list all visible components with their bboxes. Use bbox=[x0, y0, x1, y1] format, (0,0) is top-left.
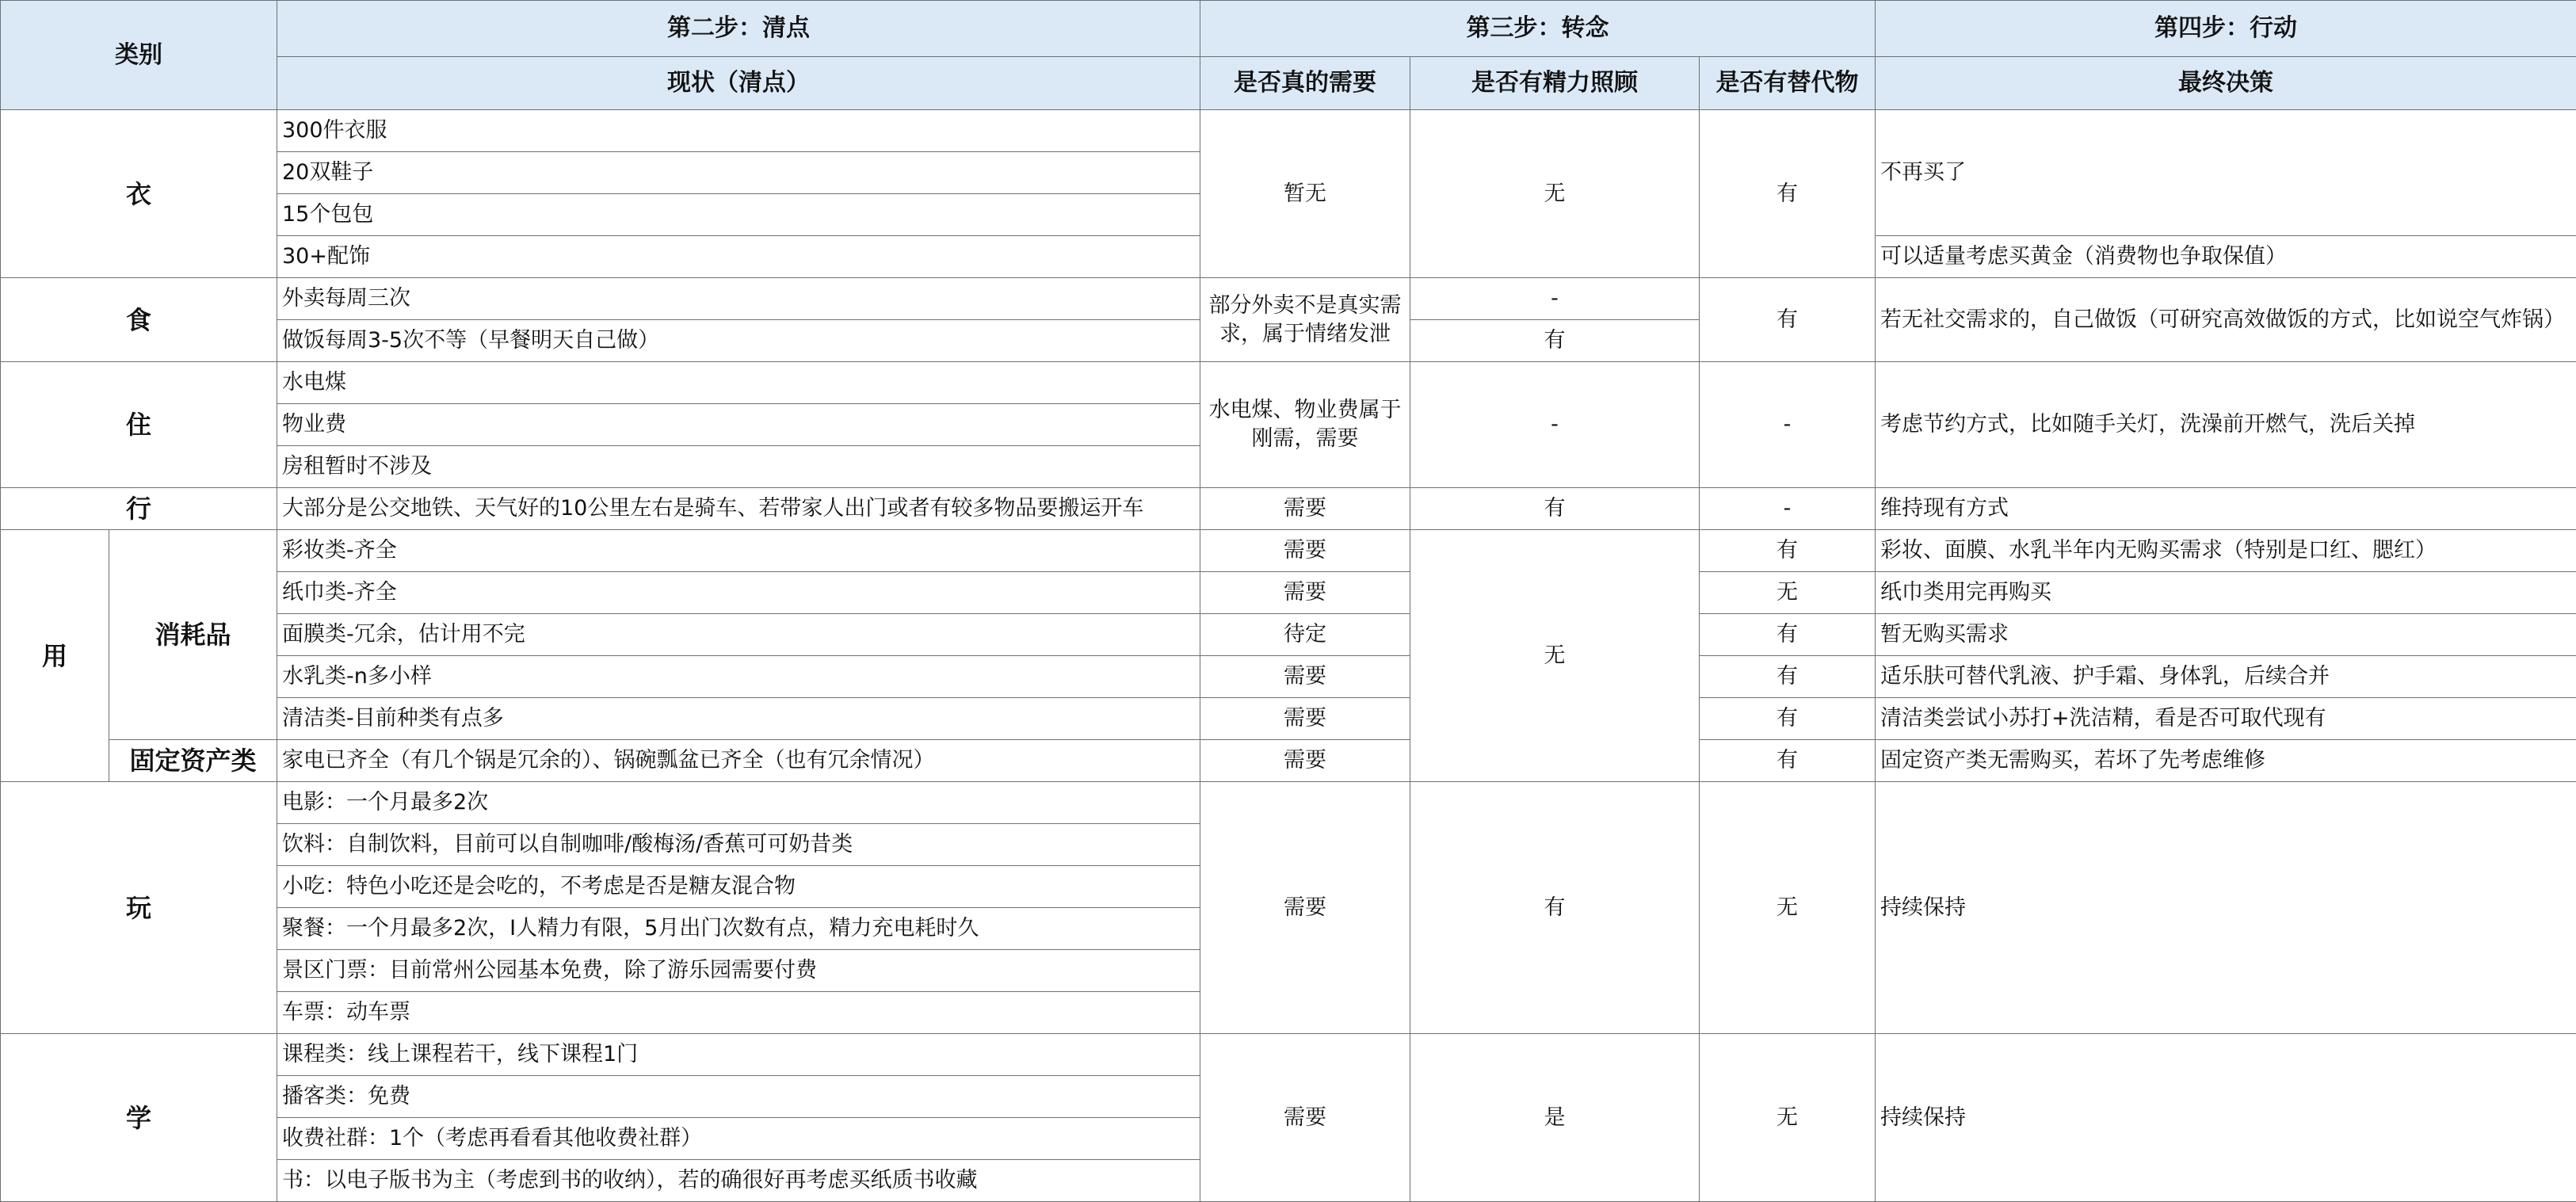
header-row-columns bbox=[1, 57, 2576, 110]
header-step2: 第二步：清点 bbox=[277, 1, 1200, 57]
status-cell: 书：以电子版书为主（考虑到书的收纳），若的确很好再考虑买纸质书收藏 bbox=[277, 1160, 1200, 1202]
table-row bbox=[1, 656, 2576, 698]
status-cell: 外卖每周三次 bbox=[277, 278, 1200, 320]
category-cell: 住 bbox=[1, 362, 277, 488]
decision-cell: 不再买了 bbox=[1876, 110, 2576, 236]
substitute-cell: 有 bbox=[1700, 530, 1876, 572]
status-cell: 彩妆类-齐全 bbox=[277, 530, 1200, 572]
substitute-cell: 有 bbox=[1700, 740, 1876, 782]
category-cell: 衣 bbox=[1, 110, 277, 278]
header-status: 现状（清点） bbox=[277, 57, 1200, 110]
header-step4: 第四步：行动 bbox=[1876, 1, 2576, 57]
header-substitute: 是否有替代物 bbox=[1700, 57, 1876, 110]
energy-cell: 是 bbox=[1410, 1034, 1700, 1202]
decision-cell: 彩妆、面膜、水乳半年内无购买需求（特别是口红、腮红） bbox=[1876, 530, 2576, 572]
status-cell: 电影：一个月最多2次 bbox=[277, 782, 1200, 824]
decision-cell: 清洁类尝试小苏打+洗洁精，看是否可取代现有 bbox=[1876, 698, 2576, 740]
header-real-need: 是否真的需要 bbox=[1200, 57, 1410, 110]
status-cell: 家电已齐全（有几个锅是冗余的）、锅碗瓢盆已齐全（也有冗余情况） bbox=[277, 740, 1200, 782]
header-category: 类别 bbox=[1, 1, 277, 110]
status-cell: 20双鞋子 bbox=[277, 152, 1200, 194]
table-row bbox=[1, 740, 2576, 782]
energy-cell: - bbox=[1410, 362, 1700, 488]
status-cell: 水电煤 bbox=[277, 362, 1200, 404]
table-row bbox=[1, 614, 2576, 656]
status-cell: 15个包包 bbox=[277, 194, 1200, 236]
status-cell: 水乳类-n多小样 bbox=[277, 656, 1200, 698]
substitute-cell: 有 bbox=[1700, 110, 1876, 278]
table-row bbox=[1, 572, 2576, 614]
status-cell: 房租暂时不涉及 bbox=[277, 446, 1200, 488]
decision-cell: 暂无购买需求 bbox=[1876, 614, 2576, 656]
substitute-cell: 有 bbox=[1700, 614, 1876, 656]
category-cell: 学 bbox=[1, 1034, 277, 1202]
decision-cell: 可以适量考虑买黄金（消费物也争取保值） bbox=[1876, 236, 2576, 278]
substitute-cell: 无 bbox=[1700, 572, 1876, 614]
decision-cell: 维持现有方式 bbox=[1876, 488, 2576, 530]
decision-cell: 纸巾类用完再购买 bbox=[1876, 572, 2576, 614]
energy-cell: 无 bbox=[1410, 530, 1700, 782]
real-need-cell: 需要 bbox=[1200, 488, 1410, 530]
subcategory-cell: 消耗品 bbox=[109, 530, 277, 740]
energy-cell: - bbox=[1410, 278, 1700, 320]
status-cell: 聚餐：一个月最多2次，I人精力有限，5月出门次数有点，精力充电耗时久 bbox=[277, 908, 1200, 950]
header-energy: 是否有精力照顾 bbox=[1410, 57, 1700, 110]
status-cell: 物业费 bbox=[277, 404, 1200, 446]
real-need-cell: 需要 bbox=[1200, 530, 1410, 572]
category-cell: 用 bbox=[1, 530, 109, 782]
energy-cell: 有 bbox=[1410, 320, 1700, 362]
header-decision: 最终决策 bbox=[1876, 57, 2576, 110]
status-cell: 做饭每周3-5次不等（早餐明天自己做） bbox=[277, 320, 1200, 362]
real-need-cell: 部分外卖不是真实需求，属于情绪发泄 bbox=[1200, 278, 1410, 362]
category-cell: 玩 bbox=[1, 782, 277, 1034]
substitute-cell: 有 bbox=[1700, 698, 1876, 740]
table-row bbox=[1, 110, 2576, 152]
real-need-cell: 待定 bbox=[1200, 614, 1410, 656]
table-row bbox=[1, 698, 2576, 740]
category-cell: 行 bbox=[1, 488, 277, 530]
substitute-cell: - bbox=[1700, 488, 1876, 530]
status-cell: 播客类：免费 bbox=[277, 1076, 1200, 1118]
substitute-cell: 有 bbox=[1700, 656, 1876, 698]
header-row-steps bbox=[1, 1, 2576, 57]
status-cell: 课程类：线上课程若干，线下课程1门 bbox=[277, 1034, 1200, 1076]
substitute-cell: 无 bbox=[1700, 1034, 1876, 1202]
decision-cell: 固定资产类无需购买，若坏了先考虑维修 bbox=[1876, 740, 2576, 782]
real-need-cell: 水电煤、物业费属于刚需，需要 bbox=[1200, 362, 1410, 488]
decision-cell: 适乐肤可替代乳液、护手霜、身体乳，后续合并 bbox=[1876, 656, 2576, 698]
real-need-cell: 需要 bbox=[1200, 698, 1410, 740]
status-cell: 清洁类-目前种类有点多 bbox=[277, 698, 1200, 740]
status-cell: 面膜类-冗余，估计用不完 bbox=[277, 614, 1200, 656]
subcategory-cell: 固定资产类 bbox=[109, 740, 277, 782]
status-cell: 饮料：自制饮料，目前可以自制咖啡/酸梅汤/香蕉可可奶昔类 bbox=[277, 824, 1200, 866]
real-need-cell: 需要 bbox=[1200, 1034, 1410, 1202]
status-cell: 30+配饰 bbox=[277, 236, 1200, 278]
real-need-cell: 需要 bbox=[1200, 656, 1410, 698]
decision-cell: 若无社交需求的，自己做饭（可研究高效做饭的方式，比如说空气炸锅） bbox=[1876, 278, 2576, 362]
energy-cell: 有 bbox=[1410, 782, 1700, 1034]
status-cell: 纸巾类-齐全 bbox=[277, 572, 1200, 614]
table-row bbox=[1, 362, 2576, 404]
decision-cell: 持续保持 bbox=[1876, 782, 2576, 1034]
real-need-cell: 暂无 bbox=[1200, 110, 1410, 278]
energy-cell: 无 bbox=[1410, 110, 1700, 278]
status-cell: 景区门票：目前常州公园基本免费，除了游乐园需要付费 bbox=[277, 950, 1200, 992]
category-cell: 食 bbox=[1, 278, 277, 362]
status-cell: 300件衣服 bbox=[277, 110, 1200, 152]
header-step3: 第三步：转念 bbox=[1200, 1, 1876, 57]
table-row bbox=[1, 278, 2576, 320]
substitute-cell: - bbox=[1700, 362, 1876, 488]
decision-cell: 持续保持 bbox=[1876, 1034, 2576, 1202]
energy-cell: 有 bbox=[1410, 488, 1700, 530]
real-need-cell: 需要 bbox=[1200, 782, 1410, 1034]
real-need-cell: 需要 bbox=[1200, 572, 1410, 614]
real-need-cell: 需要 bbox=[1200, 740, 1410, 782]
substitute-cell: 无 bbox=[1700, 782, 1876, 1034]
table-row bbox=[1, 782, 2576, 824]
status-cell: 小吃：特色小吃还是会吃的，不考虑是否是糖友混合物 bbox=[277, 866, 1200, 908]
table-row bbox=[1, 488, 2576, 530]
status-cell: 车票：动车票 bbox=[277, 992, 1200, 1034]
status-cell: 收费社群：1个（考虑再看看其他收费社群） bbox=[277, 1118, 1200, 1160]
substitute-cell: 有 bbox=[1700, 278, 1876, 362]
status-cell: 大部分是公交地铁、天气好的10公里左右是骑车、若带家人出门或者有较多物品要搬运开车 bbox=[277, 488, 1200, 530]
decision-cell: 考虑节约方式，比如随手关灯，洗澡前开燃气，洗后关掉 bbox=[1876, 362, 2576, 488]
table-row bbox=[1, 530, 2576, 572]
table-row bbox=[1, 1034, 2576, 1076]
